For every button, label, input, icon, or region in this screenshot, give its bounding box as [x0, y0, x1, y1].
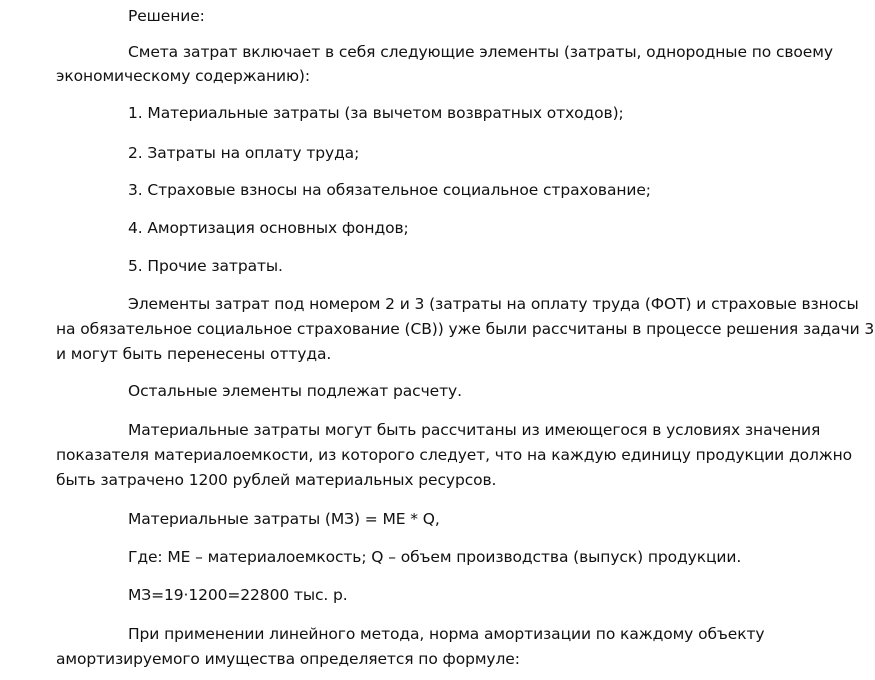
paragraph-line: Элементы затрат под номером 2 и 3 (затраты на оплату труда (ФОТ) и страховые взносы: [128, 295, 859, 313]
paragraph-line: экономическому содержанию):: [56, 67, 310, 85]
paragraph-line: на обязательное социальное страхование (СВ)) уже были рассчитаны в процессе решения задачи 3: [56, 320, 875, 338]
paragraph-line: быть затрачено 1200 рублей материальных ресурсов.: [56, 471, 497, 489]
paragraph-line: Материальные затраты могут быть рассчитаны из имеющегося в условиях значения: [128, 421, 821, 439]
paragraph-line: показателя материалоемкости, из которого следует, что на каждую единицу продукции должно: [56, 446, 853, 464]
solution-heading: Решение:: [128, 7, 205, 25]
list-item: 1. Материальные затраты (за вычетом возвратных отходов);: [128, 104, 624, 122]
paragraph-line: Смета затрат включает в себя следующие элементы (затраты, однородные по своему: [128, 43, 833, 61]
paragraph-line: амортизируемого имущества определяется по формуле:: [56, 650, 520, 668]
calculation-line: МЗ=19·1200=22800 тыс. р.: [128, 586, 348, 604]
paragraph-line: При применении линейного метода, норма амортизации по каждому объекту: [128, 625, 765, 643]
paragraph-line: и могут быть перенесены оттуда.: [56, 345, 332, 363]
formula-line: Материальные затраты (МЗ) = МЕ * Q,: [128, 510, 440, 528]
formula-legend: Где: МЕ – материалоемкость; Q – объем производства (выпуск) продукции.: [128, 548, 742, 566]
list-item: 3. Страховые взносы на обязательное социальное страхование;: [128, 181, 651, 199]
list-item: 5. Прочие затраты.: [128, 257, 283, 275]
list-item: 4. Амортизация основных фондов;: [128, 219, 409, 237]
paragraph-line: Остальные элементы подлежат расчету.: [128, 382, 462, 400]
list-item: 2. Затраты на оплату труда;: [128, 144, 360, 162]
